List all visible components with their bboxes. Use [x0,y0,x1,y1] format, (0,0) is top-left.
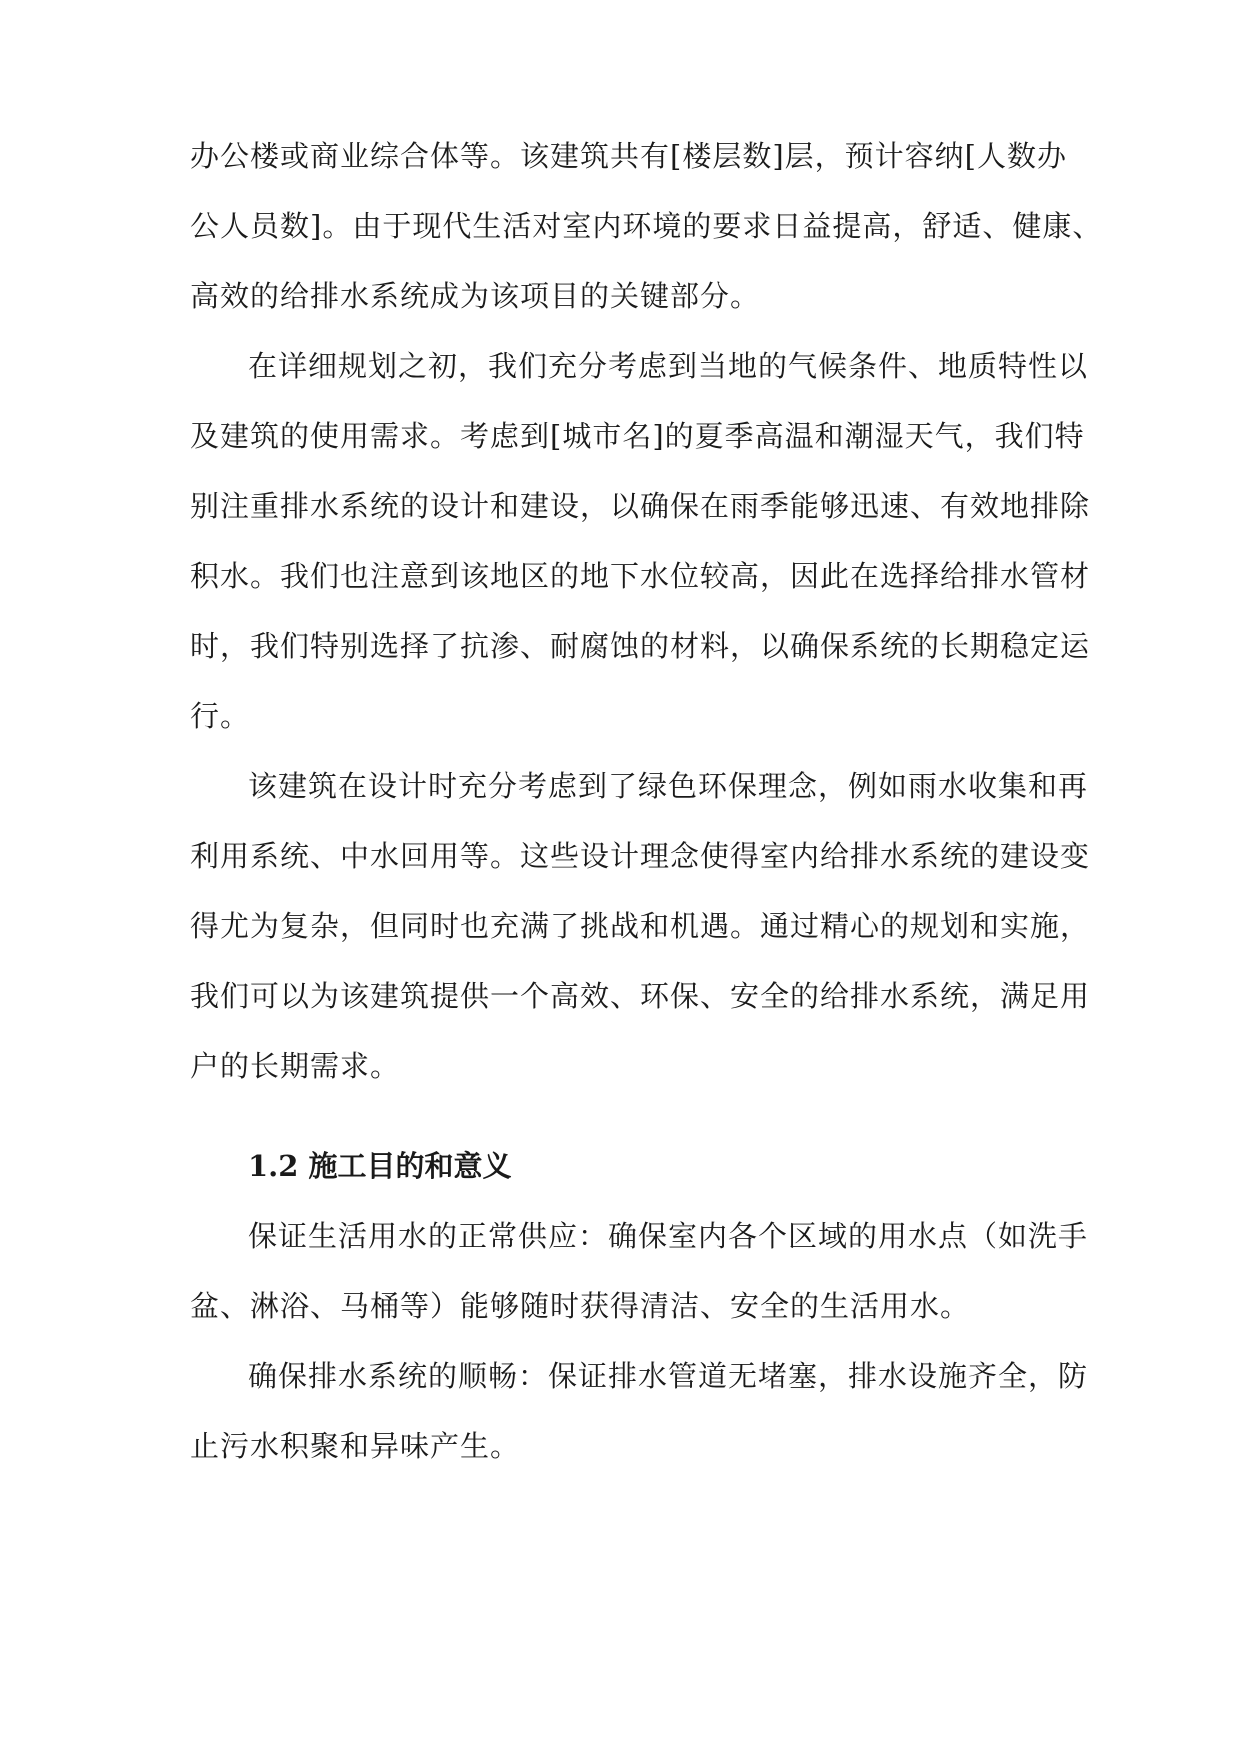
paragraph-2-line-4: 积水。我们也注意到该地区的地下水位较高，因此在选择给排水管材 [190,559,1091,593]
paragraph-1-line-2: 公人员数]。由于现代生活对室内环境的要求日益提高，舒适、健康、 [190,209,1103,243]
paragraph-3-line-3: 得尤为复杂，但同时也充满了挑战和机遇。通过精心的规划和实施， [190,909,1091,943]
paragraph-2-line-5: 时，我们特别选择了抗渗、耐腐蚀的材料，以确保系统的长期稳定运 [190,629,1091,663]
section-paragraph-1-line-1: 保证生活用水的正常供应：确保室内各个区域的用水点（如洗手 [248,1219,1089,1253]
section-paragraph-1-line-2: 盆、淋浴、马桶等）能够随时获得清洁、安全的生活用水。 [190,1289,971,1323]
paragraph-3-line-4: 我们可以为该建筑提供一个高效、环保、安全的给排水系统，满足用 [190,979,1091,1013]
section-heading: 1.2 施工目的和意义 [248,1149,512,1183]
paragraph-3-line-5: 户的长期需求。 [190,1049,401,1083]
paragraph-3-line-1: 该建筑在设计时充分考虑到了绿色环保理念，例如雨水收集和再 [248,769,1089,803]
paragraph-1-line-1: 办公楼或商业综合体等。该建筑共有[楼层数]层，预计容纳[人数办 [190,139,1067,173]
paragraph-2-line-6: 行。 [190,699,251,733]
paragraph-2-line-3: 别注重排水系统的设计和建设，以确保在雨季能够迅速、有效地排除 [190,489,1091,523]
paragraph-3-line-2: 利用系统、中水回用等。这些设计理念使得室内给排水系统的建设变 [190,839,1091,873]
paragraph-2-line-2: 及建筑的使用需求。考虑到[城市名]的夏季高温和潮湿天气，我们特 [190,419,1085,453]
section-paragraph-2-line-2: 止污水积聚和异味产生。 [190,1429,521,1463]
paragraph-2-line-1: 在详细规划之初，我们充分考虑到当地的气候条件、地质特性以 [248,349,1089,383]
paragraph-1-line-3: 高效的给排水系统成为该项目的关键部分。 [190,279,761,313]
section-paragraph-2-line-1: 确保排水系统的顺畅：保证排水管道无堵塞，排水设施齐全，防 [248,1359,1089,1393]
